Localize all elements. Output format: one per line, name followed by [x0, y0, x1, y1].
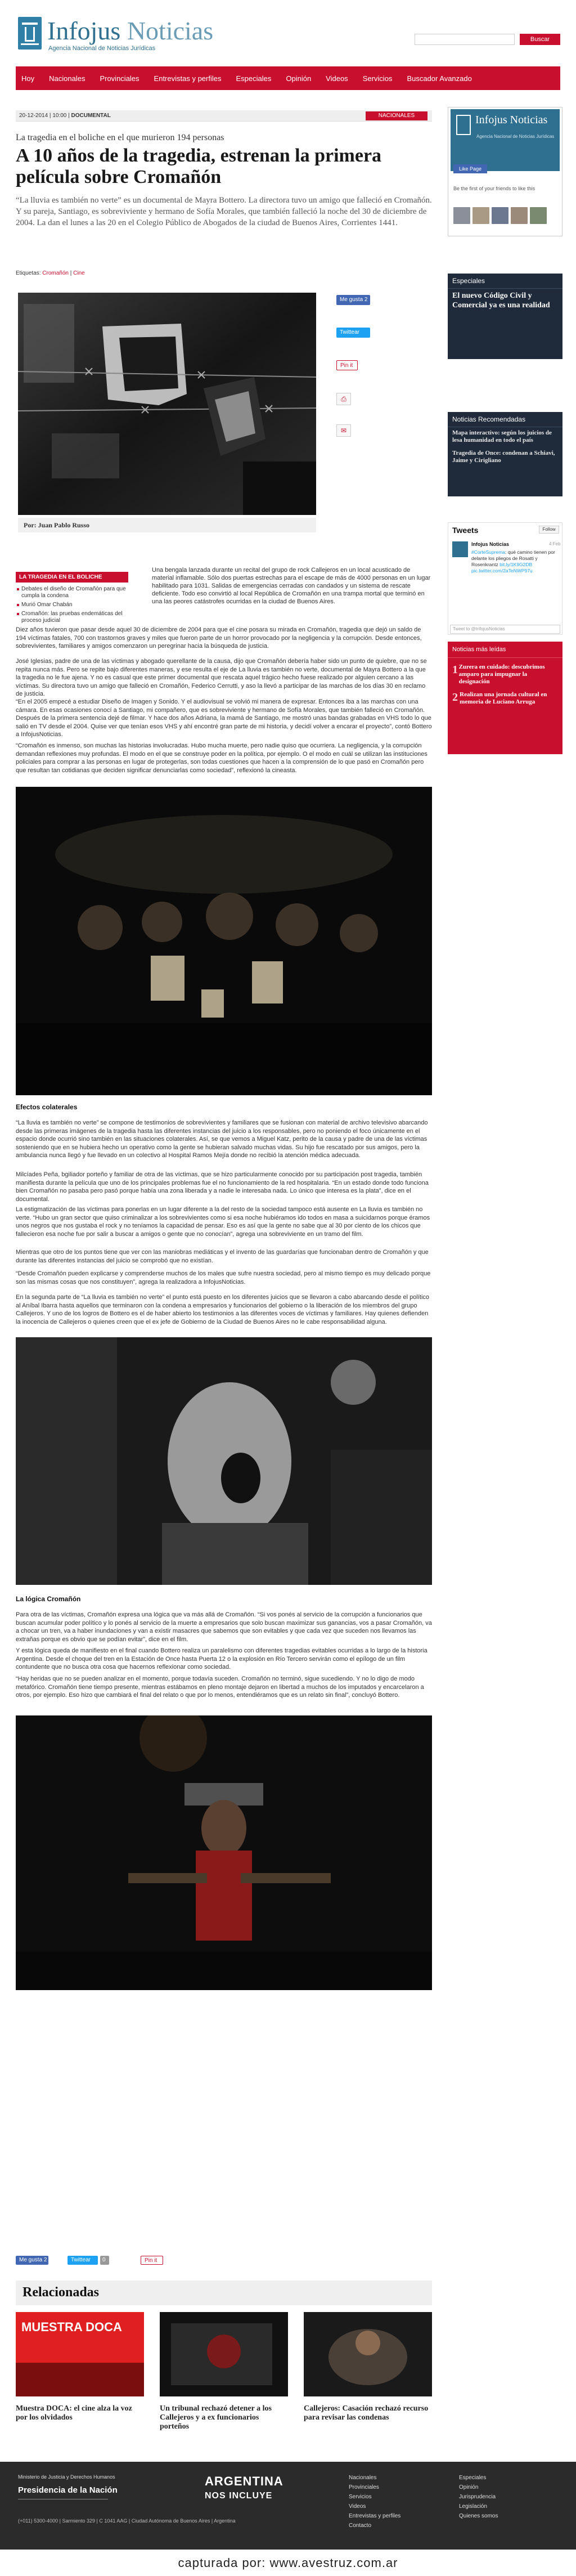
section-heading: La lógica Cromañón	[16, 1595, 81, 1603]
infojus-logo-icon[interactable]	[18, 17, 42, 50]
related-link[interactable]: Debates el diseño de Cromañón para que cumpla la condena	[16, 585, 128, 601]
article-meta-bar: 20-12-2014 | 10:00 | DOCUMENTAL	[16, 110, 432, 122]
site-logo-subtitle: Agencia Nacional de Noticias Jurídicas	[48, 45, 156, 52]
article-paragraph: “Hay heridas que no se pueden analizar en el momento, porque todavía suceden. Cromañón no terminó, sigue sucediendo. Y no lo digo de modo metafórico. Cromañón tiene tiempo presente, mientras estábamos en pleno montaje dejaron en libertad a muchos de los imputados y encarcelaron a otros, por ejemplo. Eso hizo que cambiará el final del relato o que por lo menos, entendiéramos que es un relato sin final”, concluyó Bottero.	[16, 1675, 424, 1699]
article-paragraph: “Desde Cromañón pueden explicarse y comprenderse muchos de los males que sufre nuestra sociedad, pero al mismo tiempo es muy delicado porque son las mismas cosas que nos constituyen”, agrega la realizadora a InfojusNoticias.	[16, 1270, 431, 1285]
tweet-avatar[interactable]	[452, 541, 468, 557]
related-link[interactable]: Cromañón: las pruebas endemáticas del proceso judicial	[16, 610, 128, 625]
facebook-like-page-button[interactable]: Like Page	[453, 164, 487, 173]
pinterest-button-bottom[interactable]: Pin it	[141, 2256, 163, 2265]
nav-item-opinion[interactable]: Opinión	[286, 74, 312, 83]
related-article-caption[interactable]: Un tribunal rechazó detener a los Callejeros y a ex funcionarios porteños	[160, 2404, 272, 2431]
related-article-image[interactable]	[16, 2312, 144, 2396]
search-button[interactable]: Buscar	[520, 34, 560, 45]
tweet-author[interactable]: Infojus Noticias	[471, 541, 510, 547]
related-article-caption[interactable]: Callejeros: Casación rechazó recurso para revisar las condenas	[304, 2404, 429, 2422]
section-badge[interactable]: NACIONALES	[366, 111, 428, 120]
nav-item-videos[interactable]: Videos	[326, 74, 348, 83]
tweet-text: #CorteSuprema: qué camino tienen por delante los pliegos de Rosatti y Rosenkrantz bit.ly/1K9G2DB pic.twitter.com/2aTeNWP97u	[471, 549, 555, 574]
nav-item-provinciales[interactable]: Provinciales	[100, 74, 140, 83]
article-date: 20-12-2014	[19, 113, 48, 119]
facebook-friends-faces	[453, 207, 555, 226]
search-input[interactable]	[415, 34, 515, 45]
twitter-share-button[interactable]: Twittear	[336, 328, 370, 338]
article-kicker: La tragedia en el boliche en el que murieron 194 personas	[16, 133, 224, 142]
footer-link[interactable]: Contacto	[349, 2523, 372, 2529]
nav-item-buscador[interactable]: Buscador Avanzado	[407, 74, 472, 83]
tag-link[interactable]: Cine	[73, 270, 85, 276]
footer-contact: (+011) 5300-4000 | Sarmiento 329 | C 1041 AAG | Ciudad Autónoma de Buenos Aires | Argentina	[18, 2518, 236, 2524]
footer-link[interactable]: Provinciales	[349, 2484, 379, 2490]
tweets-title: Tweets	[452, 526, 479, 535]
mas-leida-item[interactable]: 2 Realizan una jornada cultural en memoria de Luciano Arruga	[452, 691, 547, 705]
especiales-link[interactable]: El nuevo Código Civil y Comercial ya es una realidad	[452, 292, 550, 310]
twitter-count: 0	[100, 2256, 109, 2265]
footer-link[interactable]: Videos	[349, 2503, 366, 2510]
article-intro: Una bengala lanzada durante un recital del grupo de rock Callejeros en un local acusticado de material inflamable. Sólo dos puertas estrechas para el escape de más de 4000 personas en un lugar habilitado para 1031. Salidas de emergencias cerradas con candados y un sistema de rescate deficiente. Todo eso convirtió al local República de Cromañón en una trampa mortal que terminó en una las peores catástrofes ocurridas en la ciudad de Buenos Aires.	[152, 567, 431, 605]
footer-nos-incluye: NOS INCLUYE	[205, 2491, 273, 2501]
related-link[interactable]: Murió Omar Chabán	[16, 601, 128, 610]
article-time: 10:00	[52, 113, 67, 119]
article-paragraph: Y esta lógica queda de manifiesto en el final cuando Bottero realiza un paralelismo con diferentes tragedias evitables ocurridas a lo largo de la historia Argentina. Desde el choque del tren en la Estación de Once hasta Puerta 12 o la explosión en Río Tercero servirán como el epílogo de un film contundente que no busca otra cosa que hacernos reflexionar como sociedad.	[16, 1647, 428, 1670]
related-image-overlay-text: MUESTRA DOCA	[21, 2320, 122, 2334]
footer-link[interactable]: Nacionales	[349, 2475, 377, 2481]
footer-presidencia[interactable]: Presidencia de la Nación	[18, 2485, 118, 2495]
nav-item-nacionales[interactable]: Nacionales	[49, 74, 86, 83]
footer-argentina-logo[interactable]: ARGENTINA	[205, 2474, 284, 2488]
article-paragraph: “En el 2005 empecé a estudiar Diseño de Imagen y Sonido. Y el audiovisual se volvió mi manera de expresar. Entonces iba a las marchas con una cámara. En esas ocasiones conocí a Santiago, mi compañero, que es sobreviviente y hermano de Sofía Morales, que también falleció en Cromañón. Después de la primera sentencia dejé de filmar. Y hace dos años Adriana, la mamá de Santiago, me mostró unas bandas grabadas en VHS todo lo que salió en TV desde el 2004. Quise ver que tenían esos VHS y ahí encontré gran parte de mi historia, y decidí volver a encarar el proyecto”, contó Bottero a InfojusNoticias.	[16, 698, 432, 738]
section-heading: Efectos colaterales	[16, 1103, 78, 1111]
print-icon[interactable]: ⎙	[336, 393, 351, 405]
article-type: DOCUMENTAL	[71, 113, 111, 119]
article-paragraph: La estigmatización de las víctimas para ponerlas en un lugar diferente a la del resto de la sociedad tampoco está ausente en La lluvia es también no verte. “Hubo un gran sector que quiso criminalizar a los sobrevivientes como si esa noche hubiéramos ido todos en masa a suicidarnos porque éramos unos negros que nos gustaba el rock y no teníamos la capacidad de pensar. Eso es así que la gente no sabe que al 30 por ciento de los chicos que fallecieron esa noche fue por salir a buscar a amigos o gente que no conocían”, agrega una sobreviviente en un tramo del film.	[16, 1206, 430, 1238]
tweet-time[interactable]: 4 Feb	[549, 541, 561, 546]
tweet-compose-input[interactable]: Tweet to @InfojusNoticias	[450, 625, 560, 634]
article-tags: Etiquetas: Cromañón | Cine	[16, 270, 85, 276]
footer-links-col1	[349, 2473, 400, 2530]
article-photo-protest	[16, 1337, 432, 1585]
footer-link[interactable]: Legislación	[459, 2503, 488, 2510]
especiales-heading: Especiales	[448, 274, 562, 289]
tag-link[interactable]: Cromañón	[42, 270, 69, 276]
nav-item-servicios[interactable]: Servicios	[362, 74, 393, 83]
article-lead: “La lluvia es también no verte” es un documental de Mayra Bottero. La directora tuvo un amigo que falleció en Cromañón. Y su pareja, Santiago, es sobreviviente y hermano de Sofía Morales, que también falleció la noche del 30 de diciembre de 2004. La dan el lunes a las 20 en el Colegio Público de Abogados de la ciudad de Buenos Aires, Corrientes 1441.	[16, 196, 432, 227]
footer-link[interactable]: Quienes somos	[459, 2513, 498, 2519]
twitter-follow-button[interactable]: Follow	[539, 526, 559, 534]
recomendada-link[interactable]: Tragedia de Once: condenan a Schiavi, Jaime y Cirigliano	[452, 450, 555, 464]
footer-link[interactable]: Entrevistas y perfiles	[349, 2513, 401, 2519]
hero-photo	[18, 293, 316, 515]
nav-item-entrevistas[interactable]: Entrevistas y perfiles	[154, 74, 222, 83]
related-article-image[interactable]	[160, 2312, 288, 2396]
site-logo-title[interactable]: Infojus Noticias	[47, 16, 214, 45]
article-paragraph: Milcíades Peña, bgiliador porteño y familiar de otra de las víctimas, que se hizo particularmente conocido por su participación post tragedia, también manifiesta durante la película que uno de los principales problemas fue el no funcionamiento de la red hospitalaria. “En un estado donde todo funciona bien Cromañón no pasaba pero pasó porque había una zona liberada y a nadie le interesaba nada. Lo único que interesa es la plata”, dice en el documental.	[16, 1171, 429, 1203]
article-photo-crowd	[16, 787, 432, 1095]
facebook-like-button[interactable]: Me gusta 2	[336, 295, 370, 305]
infojus-logo-icon	[456, 115, 471, 135]
capture-watermark: capturada por: www.avestruz.com.ar	[0, 2550, 576, 2576]
facebook-page-banner[interactable]: Infojus Noticias Agencia Nacional de Noticias Jurídicas	[451, 109, 560, 171]
related-article-image[interactable]	[304, 2312, 432, 2396]
twitter-widget	[448, 522, 562, 635]
related-box-title: LA TRAGEDIA EN EL BOLICHE	[16, 572, 128, 583]
especiales-box	[448, 274, 562, 359]
article-paragraph: “Cromañón es inmenso, son muchas las historias involucradas. Hubo mucha muerte, pero nadie quiso que ocurriera. La negligencia, y la corrupción demandan reflexiones muy profundas. El modo en el que se construye poder en la política, por ejemplo. O el modo en cuál se utilizan las instituciones policiales para comprar a las personas en lugar de protegerlas, son todas cuestiones que hacen a la comprensión de lo que pasó en Cromañón pero que resultan tan cotidianas que deciden significar denunciarlas como sociedad”, reflexionó la cineasta.	[16, 742, 428, 774]
article-title: A 10 años de la tragedia, estrenan la primera película sobre Cromañón	[16, 145, 382, 187]
footer-link[interactable]: Opinión	[459, 2484, 479, 2490]
article-paragraph: Para otra de las víctimas, Cromañón expresa una lógica que va más allá de Cromañón. “Si vos ponés al servicio de la corrupción a funcionarios que buscan acumular poder político y lo ponés al servicio de la muerte a empresarios que solo buscan maximizar sus ganancias, vos a pasar Cromañón, va a chocar un tren, va a haber inundaciones y van a existir masacres que sabemos que son evitables y que cada vez que suceden nos llevamos las extrañas porque es obvio que se podían evitar”, dice en el film.	[16, 1611, 432, 1643]
related-article-caption[interactable]: Muestra DOCA: el cine alza la voz por los olvidados	[16, 2404, 132, 2422]
footer-links-col2	[459, 2473, 498, 2521]
main-nav	[16, 66, 560, 90]
share-column	[336, 295, 415, 456]
nav-item-especiales[interactable]: Especiales	[236, 74, 272, 83]
article-paragraph: En la segunda parte de “La lluvia es también no verte” el punto está puesto en los diferentes juicios que se llevaron a cabo abarcando desde el político al Aníbal Ibarra hasta aquellos que terminaron con la condena a empresarios y funcionarios del gobierno o la liberación de los miembros del grupo Callejeros. Y uno de los logros de Bottero es el de haber abierto los testimonios a las diferentes voces de víctimas y familiares. Hay quienes defienden la inocencia de Callejeros o quienes creen que el ex jefe de Gobierno de la Ciudad de Buenos Aires no le cabe responsabilidad alguna.	[16, 1294, 430, 1325]
footer-link[interactable]: Jurisprudencia	[459, 2494, 496, 2500]
mas-leidas-heading: Noticias más leídas	[448, 642, 562, 658]
recomendadas-heading: Noticias Recomendadas	[448, 412, 562, 427]
article-photo-night	[16, 1715, 432, 1990]
footer-link[interactable]: Servicios	[349, 2494, 372, 2500]
relacionadas-title: Relacionadas	[22, 2285, 100, 2300]
site-header	[0, 0, 576, 66]
pinterest-button[interactable]: Pin it	[336, 360, 358, 370]
mas-leida-item[interactable]: 1 Zurera en cuidado: descubrimos amparo para impugnar la designación	[452, 664, 545, 685]
email-icon[interactable]: ✉	[336, 424, 351, 437]
recomendadas-box	[448, 412, 562, 496]
nav-item-hoy[interactable]: Hoy	[21, 74, 35, 83]
article-paragraph: José Iglesias, padre de una de las víctimas y abogado querellante de la causa, dijo que Cromañón debería haber sido un punto de quiebre, que no se repita nunca más. Pero se repite bajo diferentes maneras, y ese resulta el eje de La lluvia es también no verte, documental de Mayra Bottero a la que la tragedia no le fue ajena. Y no es casual que este primer documental que rescata aquel trágico hecho fuese realizado por alguien cercano a las víctimas. Su directora tuvo un amigo que falleció en Cromañón, Federico Cerrutti, y aso la llevó a participar de las marchas de los días 30 en reclamo de justicia.	[16, 658, 427, 697]
facebook-first-like-text: Be the first of your friends to like this	[453, 186, 536, 191]
recomendada-link[interactable]: Mapa interactivo: según los juicios de lesa humanidad en todo el país	[452, 429, 552, 443]
mas-leidas-box	[448, 642, 562, 754]
footer-ministry[interactable]: Ministerio de Justicia y Derechos Humanos	[18, 2474, 115, 2480]
article-paragraph: Diez años tuvieron que pasar desde aquel 30 de diciembre de 2004 para que el cine posara su mirada en Cromañón, tragedia que dejó un saldo de 194 víctimas fatales, 700 con trastornos graves y miles que fueron parte de un horror provocado por la negligencia y la corrupción. Desde entonces, sobrevivientes, familiares y amigos comenzaron un peregrinar hacia la búsqueda de justicia.	[16, 626, 422, 649]
related-box	[16, 572, 128, 625]
article-paragraph: Mientras que otro de los puntos tiene que ver con las maniobras mediáticas y el invento de las guardarías que funcionaban dentro de Cromañón y que durante las diferentes instancias del juicio se comprobó que no existían.	[16, 1249, 429, 1264]
article-paragraph: “La lluvia es también no verte” se compone de testimonios de sobrevivientes y familiares que se fusionan con material de archivo televisivo abarcando desde las primeras imágenes de la tragedia hasta las diferentes instancias del juicio a los responsables, pero no poniendo el foco únicamente en el espacio donde ocurrió sino también en las situaciones colaterales. Así, se que vemos a Miguel Katz, perito de la causa y padre de una de las víctimas sosteniendo que en se hubiera hecho un operativo como la gente se hubieran salvado muchas vidas. Su hijo fue rescatado por sus amigos, pero la ambulancia nunca llegó y fue llevado en un colectivo al Hospital Ramos Mejía donde no recibió la atención médica adecuada.	[16, 1119, 428, 1159]
footer-link[interactable]: Especiales	[459, 2475, 487, 2481]
twitter-share-button-bottom[interactable]: Twittear	[68, 2256, 98, 2265]
facebook-like-button-bottom[interactable]: Me gusta 2	[16, 2256, 48, 2265]
photo-credit: Por: Juan Pablo Russo	[18, 518, 316, 532]
